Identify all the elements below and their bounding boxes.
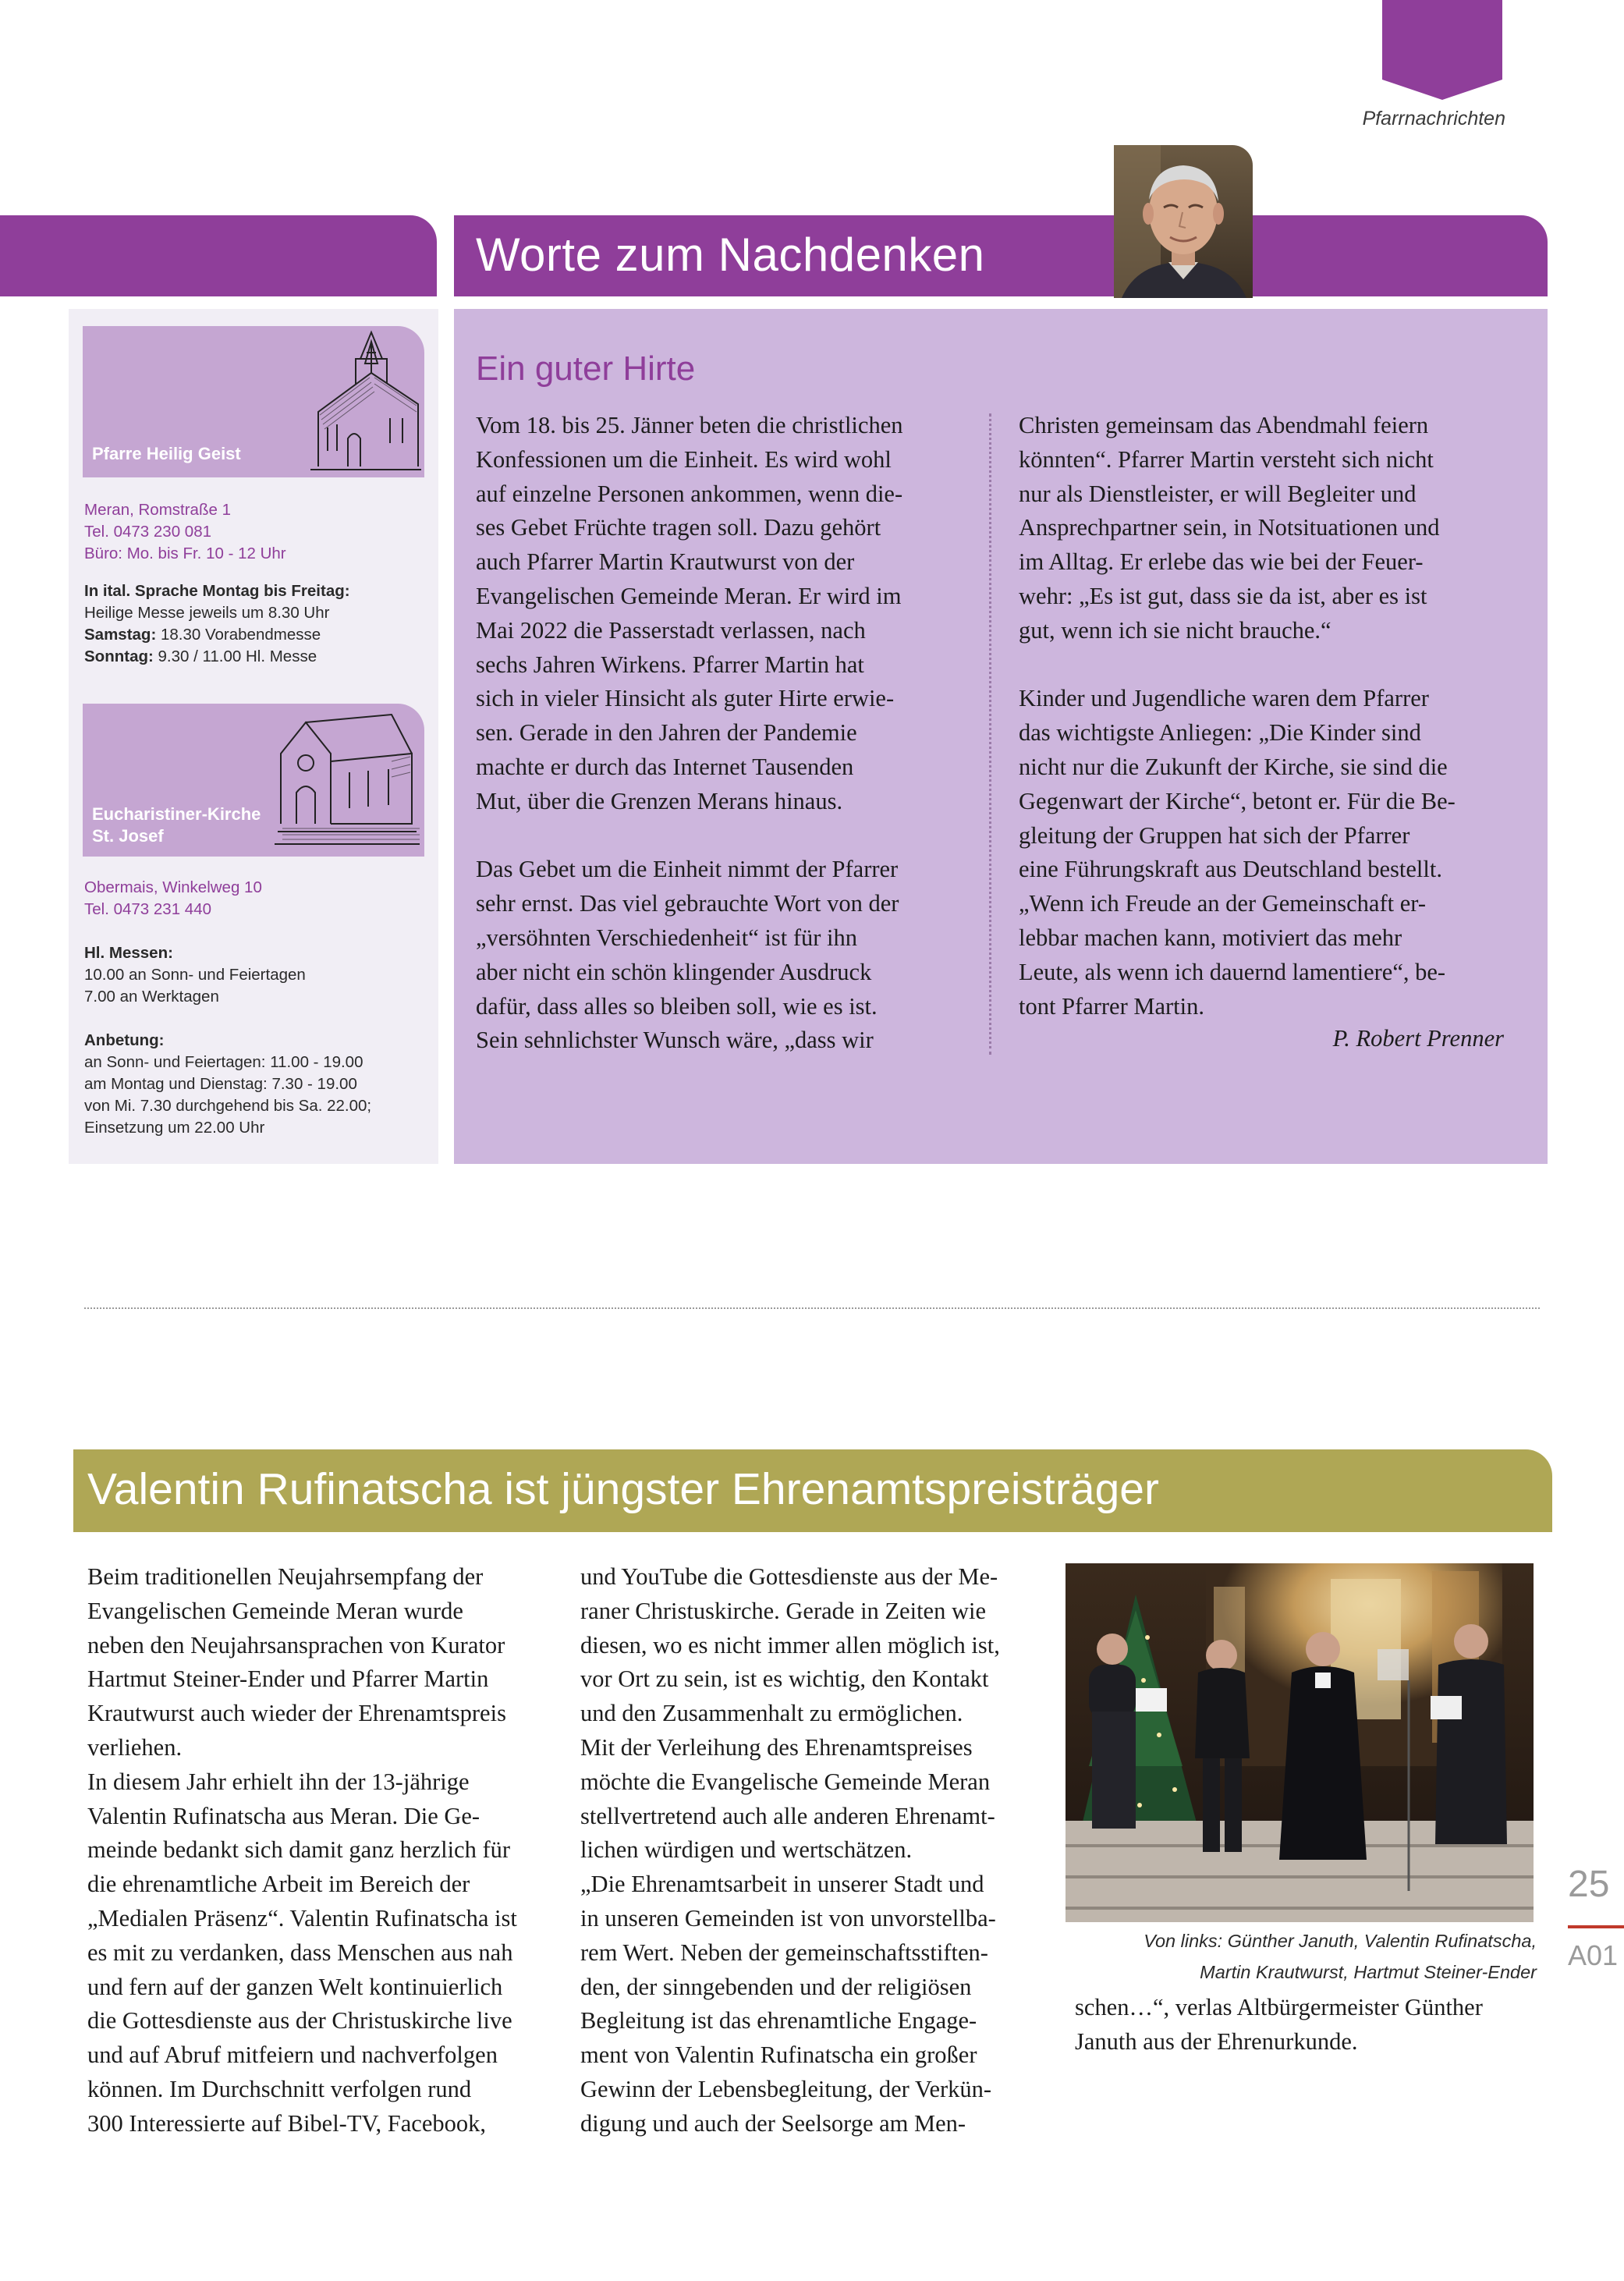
church2-anbetung-line: Einsetzung um 22.00 Uhr xyxy=(84,1119,265,1137)
church1-sat-text: 18.30 Vorabendmesse xyxy=(156,626,321,644)
text-line: und den Zusammenhalt zu ermöglichen. xyxy=(580,1700,963,1727)
church2-messen-heading: Hl. Messen: xyxy=(84,944,173,962)
church2-phone: Tel. 0473 231 440 xyxy=(84,900,211,918)
church2-address: Obermais, Winkelweg 10 xyxy=(84,878,262,896)
text-line: den, der sinngebenden und der religiösen xyxy=(580,1973,972,2000)
text-line: Vom 18. bis 25. Jänner beten die christlichen xyxy=(476,412,903,438)
text-line: „Die Ehrenamtsarbeit in unserer Stadt und xyxy=(580,1871,984,1898)
article-column-2 xyxy=(580,1560,1064,2141)
church1-phone: Tel. 0473 230 081 xyxy=(84,523,211,541)
text-line: In diesem Jahr erhielt ihn der 13-jährige xyxy=(87,1768,470,1795)
church-box-st-josef xyxy=(83,704,424,857)
text-line: dafür, dass alles so bleiben soll, wie es ist. xyxy=(476,992,878,1020)
worte-title: Worte zum Nachdenken xyxy=(476,229,985,281)
text-line: aber nicht ein schön klingender Ausdruck xyxy=(476,958,872,985)
church-st-josef-sketch xyxy=(275,707,423,855)
church-name-heilig-geist: Pfarre Heilig Geist xyxy=(92,444,241,463)
worte-column-2 xyxy=(1019,409,1526,1023)
paragraph-gap xyxy=(1019,648,1526,683)
text-line: neben den Neujahrsansprachen von Kurator xyxy=(87,1631,505,1658)
column-divider xyxy=(989,413,991,1055)
page-number-rule xyxy=(1568,1925,1624,1928)
text-line: und auf Abruf mitfeiern und nachverfolgen xyxy=(87,2042,498,2069)
text-line: Konfessionen um die Einheit. Es wird wohl xyxy=(476,445,892,473)
page-number: 25 xyxy=(1568,1864,1610,1905)
text-line: die Gottesdienste aus der Christuskirche live xyxy=(87,2007,512,2034)
church1-info xyxy=(84,499,427,668)
church-name-st-josef xyxy=(92,803,261,847)
text-line: könnten“. Pfarrer Martin versteht sich nicht xyxy=(1019,445,1434,473)
section-tab-marker xyxy=(1382,0,1502,100)
text-line: Evangelischen Gemeinde Meran wurde xyxy=(87,1597,463,1624)
text-line: auf einzelne Personen ankommen, wenn die- xyxy=(476,480,903,507)
church1-sat-label: Samstag: xyxy=(84,626,157,644)
text-line: Gegenwart der Kirche“, betont er. Für die Be- xyxy=(1019,787,1456,814)
text-line: können. Im Durchschnitt verfolgen rund xyxy=(87,2075,472,2102)
page-code: A01 xyxy=(1568,1939,1619,1971)
text-line: Valentin Rufinatscha aus Meran. Die Ge- xyxy=(87,1802,480,1829)
text-line: Das Gebet um die Einheit nimmt der Pfarrer xyxy=(476,856,899,883)
church1-ital-heading: In ital. Sprache Montag bis Freitag: xyxy=(84,582,350,600)
text-line: Leute, als wenn ich dauernd lamentiere“, be- xyxy=(1019,958,1446,985)
photo-caption-line2: Martin Krautwurst, Hartmut Steiner-Ender xyxy=(1200,1962,1537,1982)
text-line: gleitung der Gruppen hat sich der Pfarrer xyxy=(1019,821,1410,849)
church1-office-hours: Büro: Mo. bis Fr. 10 - 12 Uhr xyxy=(84,545,286,562)
text-line: Ansprechpartner sein, in Notsituationen und xyxy=(1019,514,1440,541)
church-heilig-geist-sketch xyxy=(309,326,423,477)
text-line: vor Ort zu sein, ist es wichtig, den Kontakt xyxy=(580,1666,989,1693)
text-line: Beim traditionellen Neujahrsempfang der xyxy=(87,1563,484,1590)
worte-author: P. Robert Prenner xyxy=(1332,1025,1504,1052)
church1-address: Meran, Romstraße 1 xyxy=(84,501,231,519)
text-line: Mai 2022 die Passerstadt verlassen, nach xyxy=(476,616,866,644)
text-line: „versöhnten Verschiedenheit“ ist für ihn xyxy=(476,924,857,951)
photo-caption-line1: Von links: Günther Januth, Valentin Rufinatscha, xyxy=(1144,1931,1537,1951)
text-line: tont Pfarrer Martin. xyxy=(1019,992,1204,1020)
text-line: Kinder und Jugendliche waren dem Pfarrer xyxy=(1019,685,1429,712)
text-line: schen…“, verlas Altbürgermeister Günther xyxy=(1075,1994,1483,2020)
text-line: Mit der Verleihung des Ehrenamtspreises xyxy=(580,1733,973,1761)
text-line: auch Pfarrer Martin Krautwurst von der xyxy=(476,548,855,576)
text-line: verliehen. xyxy=(87,1733,183,1761)
text-line: sich in vieler Hinsicht als guter Hirte erwie- xyxy=(476,685,895,712)
article-column-3 xyxy=(1075,1991,1543,2059)
text-line: nicht nur die Zukunft der Kirche, sie sind die xyxy=(1019,753,1448,780)
church1-sun-text: 9.30 / 11.00 Hl. Messe xyxy=(153,647,317,665)
article-column-1 xyxy=(87,1560,571,2141)
text-line: diesen, wo es nicht immer allen möglich ist, xyxy=(580,1631,1000,1658)
text-line: sehr ernst. Das viel gebrauchte Wort von der xyxy=(476,890,899,917)
award-ceremony-photo xyxy=(1066,1563,1534,1922)
church2-anbetung-line: an Sonn- und Feiertagen: 11.00 - 19.00 xyxy=(84,1053,363,1071)
church-box-heilig-geist xyxy=(83,326,424,477)
text-line: sechs Jahren Wirkens. Pfarrer Martin hat xyxy=(476,651,864,678)
church1-ital-line: Heilige Messe jeweils um 8.30 Uhr xyxy=(84,604,330,622)
text-line: Evangelischen Gemeinde Meran. Er wird im xyxy=(476,582,902,609)
church-name-st-josef-line1: Eucharistiner-Kirche xyxy=(92,804,261,824)
text-line: 300 Interessierte auf Bibel-TV, Facebook, xyxy=(87,2109,487,2137)
text-line: ment von Valentin Rufinatscha ein großer xyxy=(580,2042,977,2069)
text-line: Christen gemeinsam das Abendmahl feiern xyxy=(1019,412,1429,438)
section-label: Pfarrnachrichten xyxy=(1362,108,1505,129)
text-line: die ehrenamtliche Arbeit im Bereich der xyxy=(87,1871,470,1898)
text-line: Sein sehnlichster Wunsch wäre, „dass wir xyxy=(476,1027,874,1054)
church1-sun-label: Sonntag: xyxy=(84,647,154,665)
paragraph-gap xyxy=(476,819,967,853)
text-line: sen. Gerade in den Jahren der Pandemie xyxy=(476,719,857,747)
church2-messen-line: 10.00 an Sonn- und Feiertagen xyxy=(84,966,306,984)
church2-anbetung-heading: Anbetung: xyxy=(84,1031,165,1049)
text-line: digung und auch der Seelsorge am Men- xyxy=(580,2109,966,2137)
text-line: Mut, über die Grenzen Merans hinaus. xyxy=(476,787,843,814)
text-line: Begleitung ist das ehrenamtliche Engage- xyxy=(580,2007,977,2034)
author-portrait xyxy=(1114,145,1253,298)
text-line: stellvertretend auch alle anderen Ehrenamt- xyxy=(580,1802,995,1829)
church2-anbetung-line: am Montag und Dienstag: 7.30 - 19.00 xyxy=(84,1075,357,1093)
text-line: lichen würdigen und wertschätzen. xyxy=(580,1836,913,1864)
church2-messen-line: 7.00 an Werktagen xyxy=(84,988,219,1006)
worte-column-1 xyxy=(476,409,967,1058)
text-line: lebbar machen kann, motiviert das mehr xyxy=(1019,924,1402,951)
sidebar-header-bar xyxy=(0,215,437,296)
church2-info xyxy=(84,877,427,1139)
section-divider xyxy=(84,1307,1540,1309)
text-line: Hartmut Steiner-Ender und Pfarrer Martin xyxy=(87,1666,489,1693)
worte-subtitle: Ein guter Hirte xyxy=(476,349,696,388)
text-line: nur als Dienstleister, er will Begleiter und xyxy=(1019,480,1417,507)
text-line: wehr: „Es ist gut, dass sie da ist, aber es ist xyxy=(1019,582,1427,609)
text-line: rem Wert. Neben der gemeinschaftsstiften- xyxy=(580,1939,988,1966)
text-line: und YouTube die Gottesdienste aus der Me- xyxy=(580,1563,998,1590)
text-line: Krautwurst auch wieder der Ehrenamtspreis xyxy=(87,1700,506,1727)
text-line: raner Christuskirche. Gerade in Zeiten wie xyxy=(580,1597,986,1624)
text-line: im Alltag. Er erlebe das wie bei der Feuer- xyxy=(1019,548,1424,576)
church-name-st-josef-line2: St. Josef xyxy=(92,826,164,846)
photo-caption xyxy=(1037,1925,1537,1988)
text-line: „Medialen Präsenz“. Valentin Rufinatscha ist xyxy=(87,1904,517,1932)
text-line: möchte die Evangelische Gemeinde Meran xyxy=(580,1768,991,1795)
church2-anbetung-line: von Mi. 7.30 durchgehend bis Sa. 22.00; xyxy=(84,1097,372,1115)
text-line: es mit zu verdanken, dass Menschen aus nah xyxy=(87,1939,513,1966)
text-line: eine Führungskraft aus Deutschland bestellt. xyxy=(1019,856,1442,883)
text-line: „Wenn ich Freude an der Gemeinschaft er- xyxy=(1019,890,1426,917)
text-line: meinde bedankt sich damit ganz herzlich für xyxy=(87,1836,511,1864)
text-line: Januth aus der Ehrenurkunde. xyxy=(1075,2027,1358,2055)
text-line: Gewinn der Lebensbegleitung, der Verkün- xyxy=(580,2075,992,2102)
text-line: das wichtigste Anliegen: „Die Kinder sind xyxy=(1019,719,1421,747)
article-title: Valentin Rufinatscha ist jüngster Ehrenamtspreisträger xyxy=(87,1464,1159,1514)
text-line: und fern auf der ganzen Welt kontinuierlich xyxy=(87,1973,503,2000)
text-line: gut, wenn ich sie nicht brauche.“ xyxy=(1019,616,1331,644)
text-line: ses Gebet Früchte tragen soll. Dazu gehört xyxy=(476,514,881,541)
text-line: in unseren Gemeinden ist von unvorstellba- xyxy=(580,1904,996,1932)
text-line: machte er durch das Internet Tausenden xyxy=(476,753,854,780)
